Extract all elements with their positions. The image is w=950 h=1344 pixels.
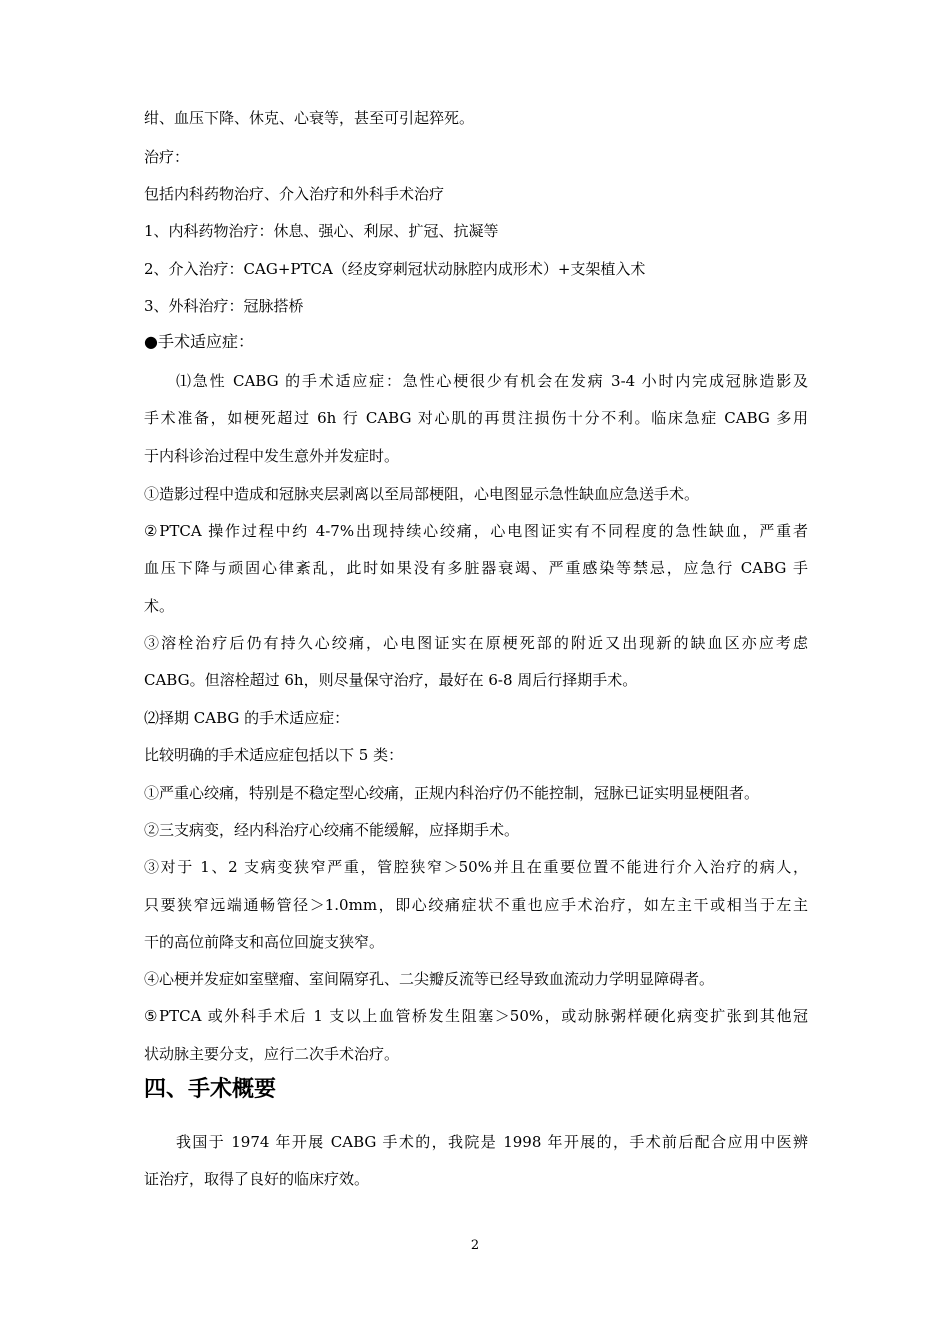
list-item: ⑤PTCA 或外科手术后 1 支以上血管桥发生阻塞＞50%，或动脉粥样硬化病变扩张到其他冠 <box>144 1007 808 1025</box>
list-item: ①严重心绞痛，特别是不稳定型心绞痛，正规内科治疗仍不能控制，冠脉已证实明显梗阻者。 <box>144 784 760 802</box>
list-item-continued: 状动脉主要分支，应行二次手术治疗。 <box>144 1045 400 1063</box>
list-item: ②PTCA 操作过程中约 4-7%出现持续心绞痛，心电图证实有不同程度的急性缺血，严重者 <box>144 522 808 540</box>
text-line: 1、内科药物治疗：休息、强心、利尿、扩冠、抗凝等 <box>144 222 499 240</box>
paragraph-line: 手术准备，如梗死超过 6h 行 CABG 对心肌的再贯注损伤十分不利。临床急症 CABG 多用 <box>144 409 808 427</box>
list-item: ①造影过程中造成和冠脉夹层剥离以至局部梗阻，心电图显示急性缺血应急送手术。 <box>144 485 700 503</box>
list-item: ④心梗并发症如室壁瘤、室间隔穿孔、二尖瓣反流等已经导致血流动力学明显障碍者。 <box>144 970 715 988</box>
list-item-continued: 血压下降与顽固心律紊乱，此时如果没有多脏器衰竭、严重感染等禁忌，应急行 CABG 手 <box>144 559 808 577</box>
page-number: 2 <box>470 1238 480 1253</box>
list-item-continued: 只要狭窄远端通畅管径＞1.0mm，即心绞痛症状不重也应手术治疗，如左主干或相当于左主 <box>144 896 808 914</box>
text-line: 比较明确的手术适应症包括以下 5 类： <box>144 746 404 764</box>
text-line: 3、外科治疗：冠脉搭桥 <box>144 297 304 315</box>
list-item-continued: CABG。但溶栓超过 6h，则尽量保守治疗，最好在 6-8 周后行择期手术。 <box>144 671 638 689</box>
paragraph-line: ⑴急性 CABG 的手术适应症：急性心梗很少有机会在发病 3-4 小时内完成冠脉造影及 <box>176 372 808 390</box>
text-line: 绀、血压下降、休克、心衰等，甚至可引起猝死。 <box>144 109 475 127</box>
list-item-continued: 术。 <box>144 597 175 615</box>
paragraph-line: 证治疗，取得了良好的临床疗效。 <box>144 1170 370 1188</box>
text-line: 2、介入治疗：CAG+PTCA（经皮穿刺冠状动脉腔内成形术）+支架植入术 <box>144 260 646 278</box>
list-item: ③溶栓治疗后仍有持久心绞痛，心电图证实在原梗死部的附近又出现新的缺血区亦应考虑 <box>144 634 808 652</box>
list-item: ③对于 1、2 支病变狭窄严重，管腔狭窄＞50%并且在重要位置不能进行介入治疗的病人， <box>144 858 808 876</box>
section-heading: 四、手术概要 <box>144 1077 277 1102</box>
bullet-heading: ●手术适应症： <box>144 332 254 351</box>
paragraph-line: 我国于 1974 年开展 CABG 手术的，我院是 1998 年开展的，手术前后配合应用中医辨 <box>176 1133 808 1151</box>
text-line: 治疗： <box>144 148 190 166</box>
subheading: ⑵择期 CABG 的手术适应症： <box>144 709 350 727</box>
list-item: ②三支病变，经内科治疗心绞痛不能缓解，应择期手术。 <box>144 821 520 839</box>
list-item-continued: 干的高位前降支和高位回旋支狭窄。 <box>144 933 385 951</box>
text-line: 包括内科药物治疗、介入治疗和外科手术治疗 <box>144 185 445 203</box>
paragraph-line: 于内科诊治过程中发生意外并发症时。 <box>144 447 400 465</box>
